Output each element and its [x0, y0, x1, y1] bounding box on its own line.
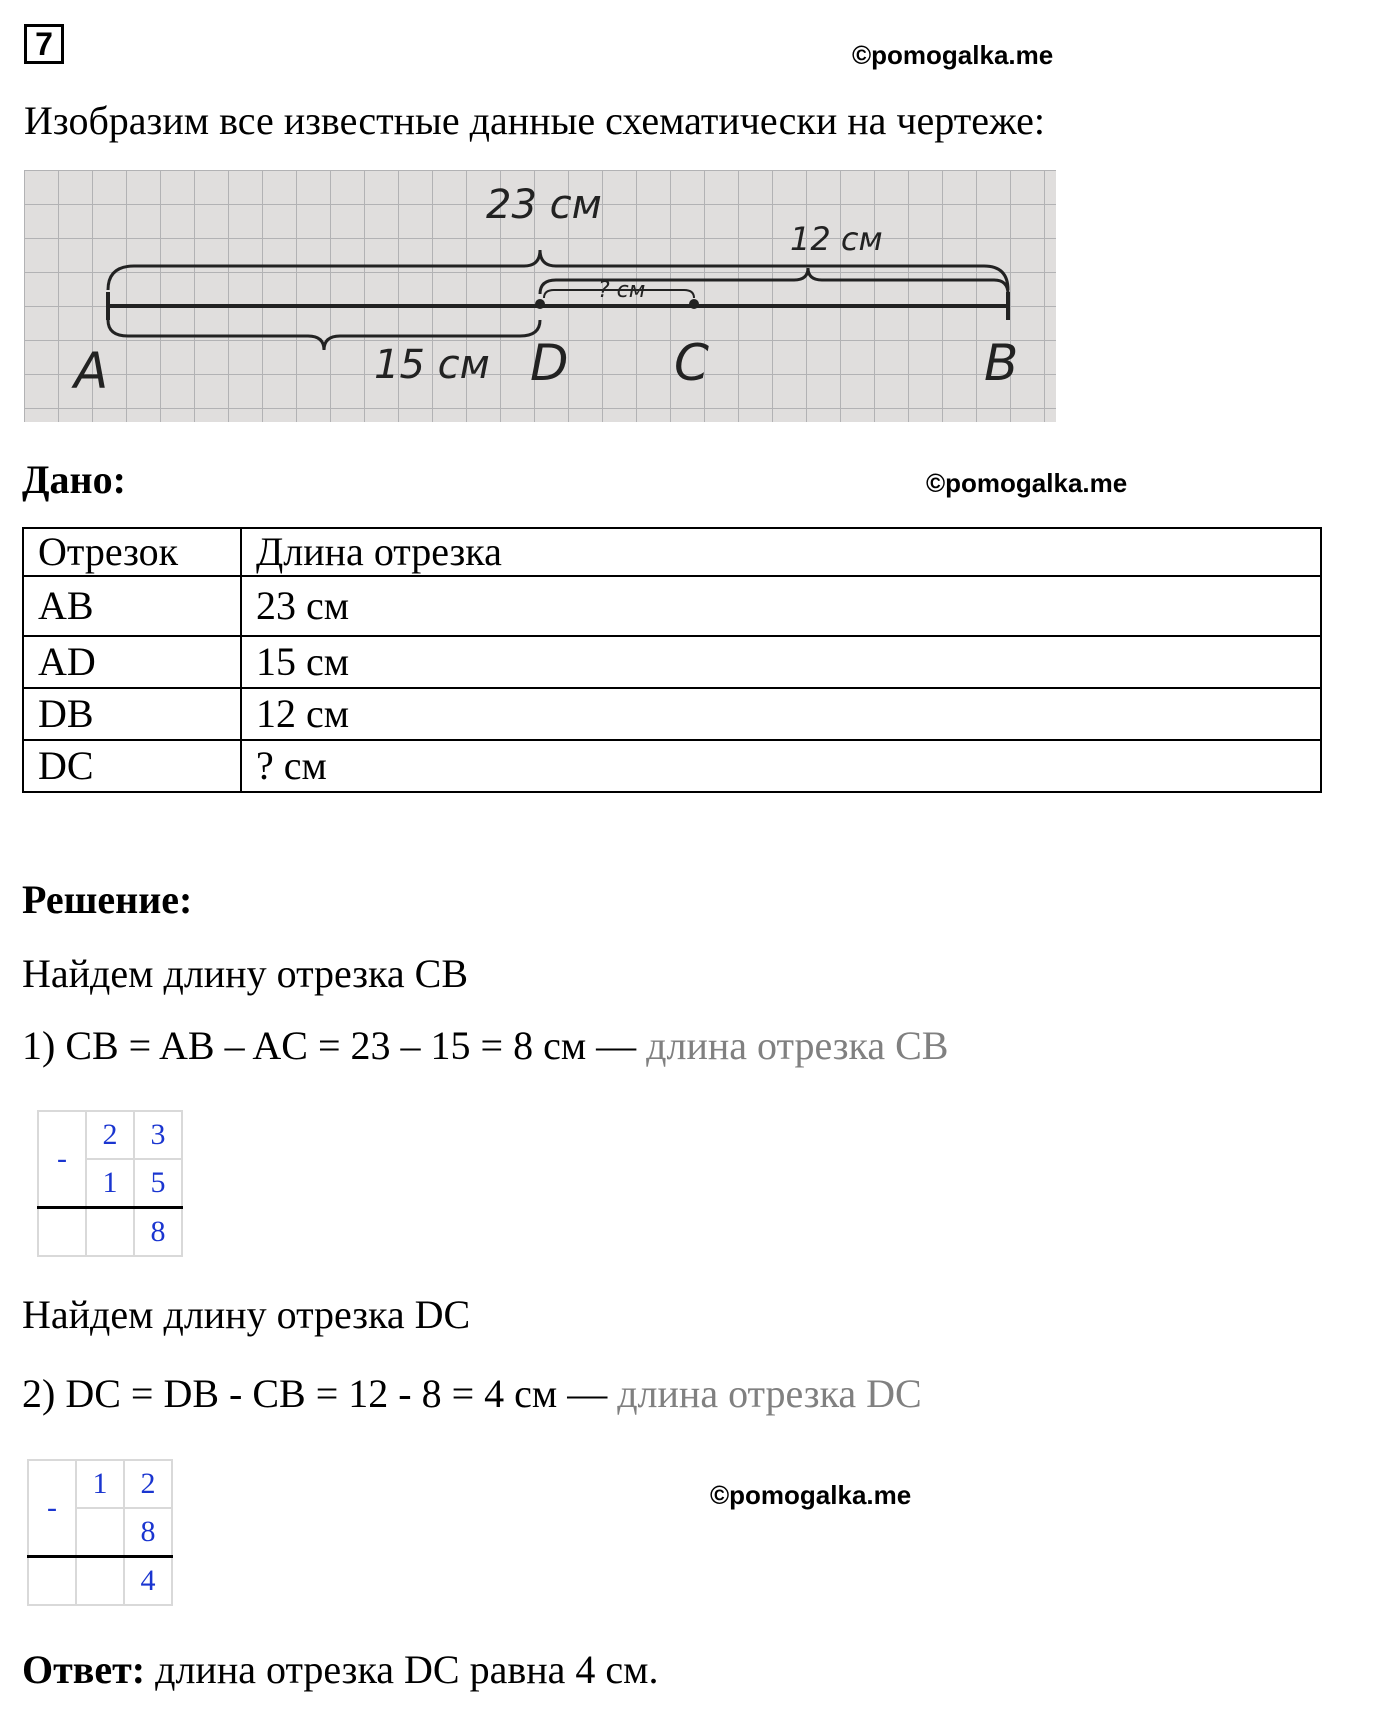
watermark-middle: ©pomogalka.me	[926, 468, 1128, 498]
answer-text: длина отрезка DC равна 4 см.	[145, 1647, 659, 1692]
calc2-digit	[76, 1508, 124, 1557]
calc1-digit: 5	[134, 1159, 182, 1208]
point-a: A	[74, 342, 109, 400]
cell-segment: DB	[23, 688, 241, 740]
label-db: 12 см	[790, 220, 883, 258]
calc1-digit: 2	[86, 1111, 134, 1159]
calc1-digit: 1	[86, 1159, 134, 1208]
calc2-digit: 2	[124, 1460, 172, 1508]
step1-equation	[22, 1022, 948, 1069]
calc1-digit: 3	[134, 1111, 182, 1159]
calc2-digit: 4	[124, 1557, 172, 1606]
cell-length: ? см	[241, 740, 1321, 792]
label-total: 23 см	[486, 182, 602, 228]
step2-intro: Найдем длину отрезка DC	[22, 1292, 471, 1337]
table-row	[23, 636, 1321, 688]
solution-title: Решение:	[22, 877, 193, 922]
answer-label: Ответ:	[22, 1647, 146, 1692]
calc2-digit	[76, 1557, 124, 1606]
point-b: B	[984, 334, 1019, 392]
calc2-minus: -	[28, 1460, 76, 1557]
label-ad: 15 см	[374, 342, 490, 388]
cell-segment: AD	[23, 636, 241, 688]
calc1-digit	[86, 1208, 134, 1257]
cell-length: 12 см	[241, 688, 1321, 740]
cell-segment: DC	[23, 740, 241, 792]
step2-note: длина отрезка DC	[617, 1371, 922, 1416]
segment-sketch	[24, 170, 1056, 422]
calc1-digit: 8	[134, 1208, 182, 1257]
point-c: C	[674, 334, 709, 392]
step2-eq: 2) DC = DB - CB = 12 - 8 = 4 см —	[22, 1371, 608, 1416]
task-number-box: 7	[24, 24, 64, 64]
step1-intro: Найдем длину отрезка CB	[22, 951, 469, 996]
table-row	[23, 740, 1321, 792]
watermark-bottom: ©pomogalka.me	[710, 1480, 912, 1510]
calc2-empty	[28, 1557, 76, 1606]
header-length: Длина отрезка	[241, 528, 1321, 576]
table-row	[23, 576, 1321, 636]
point-d: D	[530, 334, 569, 392]
given-title: Дано:	[22, 457, 126, 502]
step2-equation	[22, 1370, 922, 1417]
calc1-grid	[37, 1110, 183, 1257]
calc2-digit: 8	[124, 1508, 172, 1557]
table-row	[23, 688, 1321, 740]
header-segment: Отрезок	[23, 528, 241, 576]
calc2-digit: 1	[76, 1460, 124, 1508]
cell-segment: AB	[23, 576, 241, 636]
intro-text: Изобразим все известные данные схематически на чертеже:	[24, 98, 1045, 143]
given-table	[22, 527, 1322, 793]
table-header-row	[23, 528, 1321, 576]
calc1-minus: -	[38, 1111, 86, 1208]
calc2-grid	[27, 1459, 173, 1606]
label-dc: ? см	[598, 278, 646, 303]
watermark-top: ©pomogalka.me	[852, 40, 1054, 70]
step1-eq: 1) CB = AB – AC = 23 – 15 = 8 см —	[22, 1023, 637, 1068]
cell-length: 15 см	[241, 636, 1321, 688]
step1-note: длина отрезка CB	[646, 1023, 949, 1068]
cell-length: 23 см	[241, 576, 1321, 636]
answer-line	[22, 1646, 658, 1693]
calc1-empty	[38, 1208, 86, 1257]
